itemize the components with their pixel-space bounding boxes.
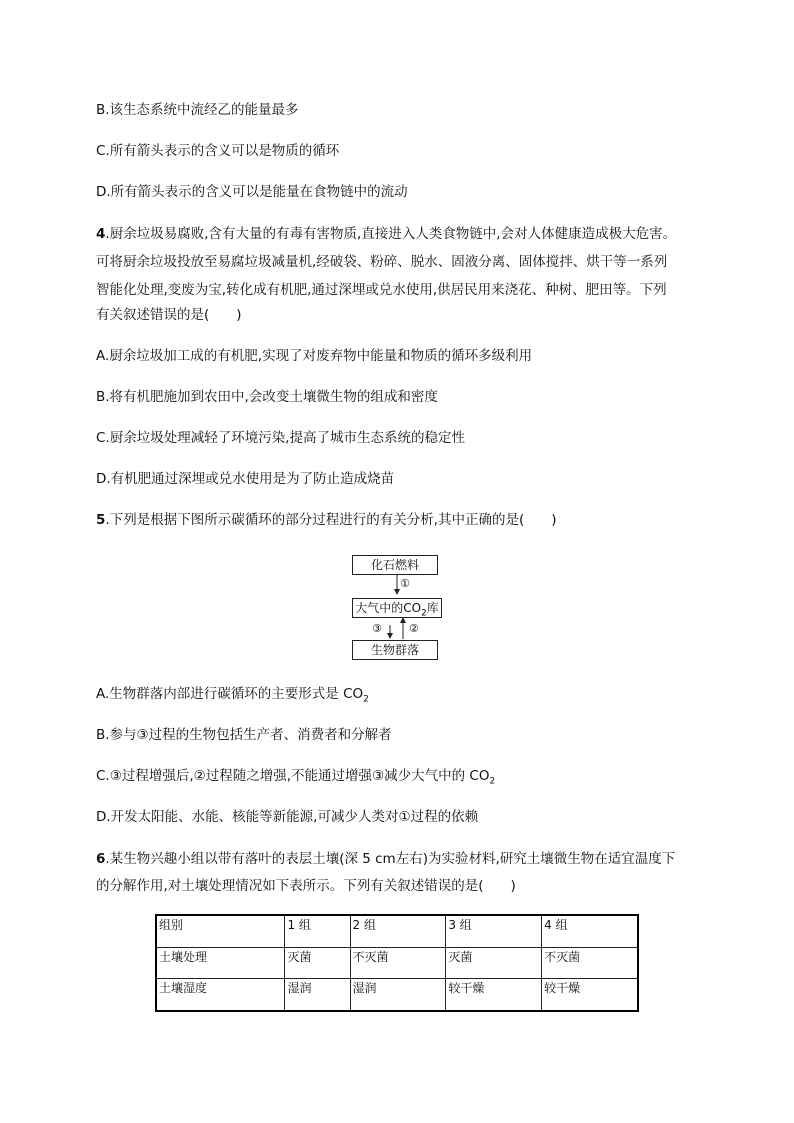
q3-option-d: D.所有箭头表示的含义可以是能量在食物链中的流动 [96, 184, 408, 200]
q4-stem-line4: 有关叙述错误的是( ) [96, 307, 242, 323]
table-cell: 较干燥 [446, 979, 542, 1011]
label-3: ③ [372, 622, 382, 635]
table-cell: 4 组 [542, 915, 638, 947]
q5-number: 5 [96, 512, 106, 528]
q6-number: 6 [96, 851, 106, 867]
q5-option-a [96, 685, 369, 709]
q3-option-b: B.该生态系统中流经乙的能量最多 [96, 102, 299, 118]
table-row [156, 915, 638, 947]
table-row [156, 979, 638, 1011]
table-cell: 土壤湿度 [156, 979, 285, 1011]
table-cell: 2 组 [350, 915, 446, 947]
q4-stem-line2: 可将厨余垃圾投放至易腐垃圾减量机,经破袋、粉碎、脱水、固液分离、固体搅拌、烘干等一系列 [96, 254, 668, 270]
q4-option-a: A.厨余垃圾加工成的有机肥,实现了对废弃物中能量和物质的循环多级利用 [96, 348, 533, 364]
q6-stem-text: .某生物兴趣小组以带有落叶的表层土壤(深 5 cm左右)为实验材料,研究土壤微生物在适宜温度下 [105, 851, 676, 867]
q6-stem-line1 [96, 850, 675, 868]
q4-option-b: B.将有机肥施加到农田中,会改变土壤微生物的组成和密度 [96, 389, 438, 405]
table-cell: 灭菌 [446, 947, 542, 979]
table-cell: 3 组 [446, 915, 542, 947]
table-cell: 灭菌 [285, 947, 350, 979]
label-1: ① [400, 577, 410, 590]
q5-stem [96, 511, 557, 529]
table-cell: 土壤处理 [156, 947, 285, 979]
box-middle-prefix: 大气中的CO [355, 601, 422, 615]
q4-stem-text: .厨余垃圾易腐败,含有大量的有毒有害物质,直接进入人类食物链中,会对人体健康造成极大危害。 [105, 226, 677, 242]
q5-option-c-sub: 2 [489, 776, 496, 787]
q3-option-c: C.所有箭头表示的含义可以是物质的循环 [96, 143, 340, 159]
q4-stem-line1 [96, 225, 676, 243]
table-cell: 较干燥 [542, 979, 638, 1011]
table-cell: 1 组 [285, 915, 350, 947]
q5-option-c [96, 767, 495, 791]
q5-option-a-sub: 2 [363, 694, 369, 705]
table-cell: 湿润 [285, 979, 350, 1011]
q6-stem-line2: 的分解作用,对土壤处理情况如下表所示。下列有关叙述错误的是( ) [96, 878, 516, 894]
carbon-cycle-diagram [340, 548, 460, 660]
q4-option-c: C.厨余垃圾处理减轻了环境污染,提高了城市生态系统的稳定性 [96, 430, 466, 446]
table-cell: 不灭菌 [350, 947, 446, 979]
box-middle-suffix: 库 [426, 601, 439, 615]
q5-option-c-text: C.③过程增强后,②过程随之增强,不能通过增强③减少大气中的 CO [96, 768, 490, 784]
soil-treatment-table [155, 914, 639, 1012]
box-biotic-community: 生物群落 [352, 640, 438, 660]
q5-option-b: B.参与③过程的生物包括生产者、消费者和分解者 [96, 727, 392, 743]
table-cell: 不灭菌 [542, 947, 638, 979]
table-row [156, 947, 638, 979]
q5-option-a-text: A.生物群落内部进行碳循环的主要形式是 CO [96, 686, 364, 702]
q4-number: 4 [96, 226, 106, 242]
q4-stem-line3: 智能化处理,变废为宝,转化成有机肥,通过深埋或兑水使用,供居民用来浇花、种树、肥田等。下列 [96, 282, 667, 298]
label-2: ② [409, 622, 419, 635]
table-cell: 组别 [156, 915, 285, 947]
q5-stem-text: .下列是根据下图所示碳循环的部分过程进行的有关分析,其中正确的是( ) [105, 512, 557, 528]
box-middle-sub: 2 [421, 608, 427, 619]
q4-option-d: D.有机肥通过深埋或兑水使用是为了防止造成烧苗 [96, 471, 395, 487]
q5-option-d: D.开发太阳能、水能、核能等新能源,可减少人类对①过程的依赖 [96, 809, 479, 825]
box-atmosphere-co2 [352, 598, 442, 618]
box-fossil-fuel: 化石燃料 [352, 555, 438, 575]
table-cell: 湿润 [350, 979, 446, 1011]
